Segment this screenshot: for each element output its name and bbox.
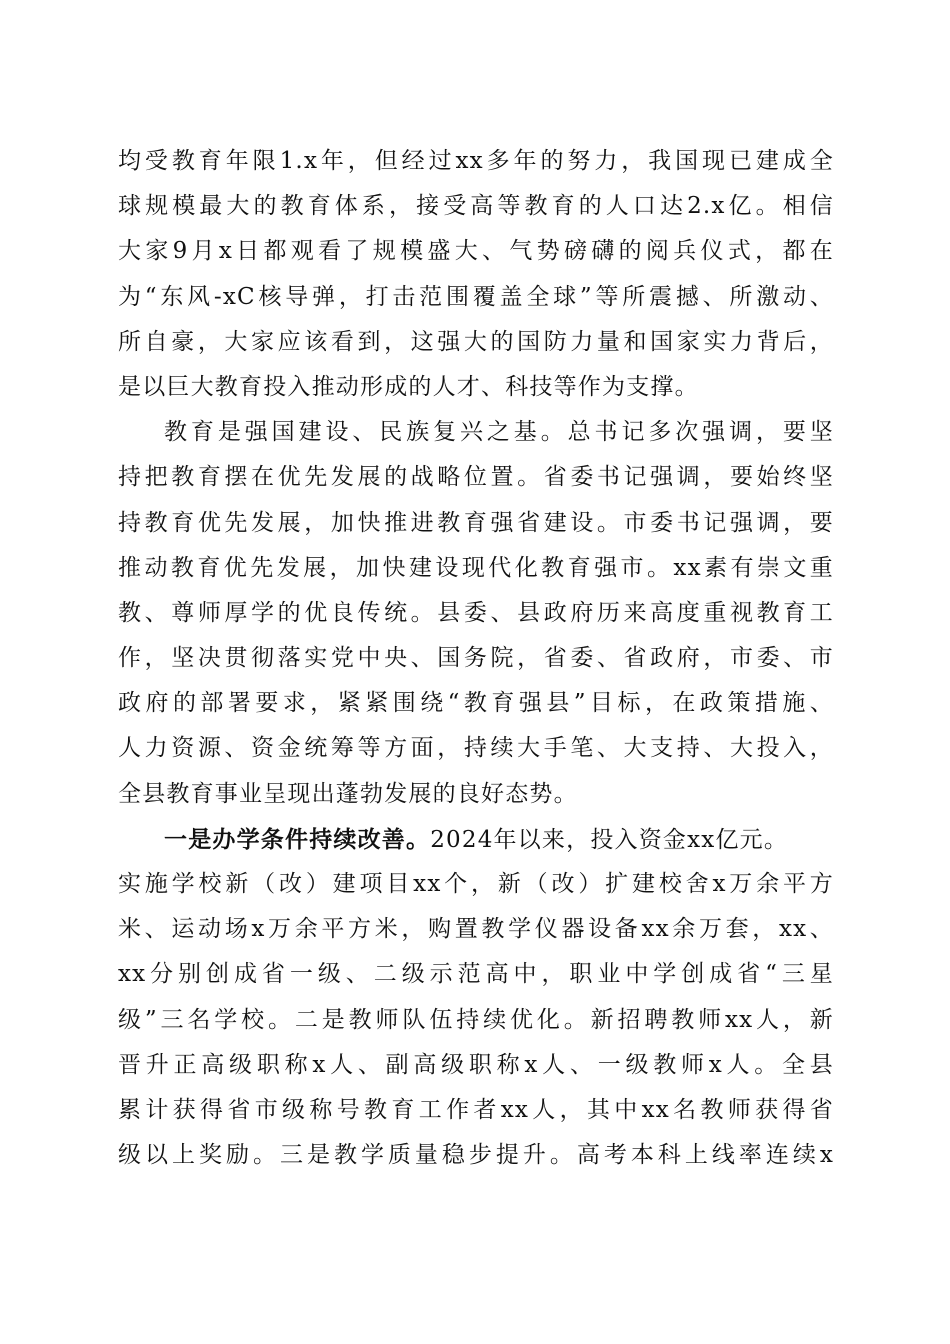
- text-run: 2024年以来，投入资金xx亿元。: [430, 826, 789, 853]
- text-line: 大家9月x日都观看了规模盛大、气势磅礴的阅兵仪式，都在: [118, 238, 834, 265]
- paragraph-1: [118, 139, 834, 410]
- text-line: [118, 817, 834, 862]
- text-line: 教、尊师厚学的优良传统。县委、县政府历来高度重视教育工: [118, 599, 834, 626]
- text-line: 人力资源、资金统筹等方面，持续大手笔、大支持、大投入，: [118, 735, 834, 762]
- text-line: 实施学校新（改）建项目xx个，新（改）扩建校舍x万余平方: [118, 871, 834, 897]
- text-line: 晋升正高级职称x人、副高级职称x人、一级教师x人。全县: [118, 1051, 834, 1078]
- text-line: 作，坚决贯彻落实党中央、国务院，省委、省政府，市委、市: [118, 645, 834, 672]
- text-line: 所自豪，大家应该看到，这强大的国防力量和国家实力背后，: [118, 328, 834, 355]
- document-body: [118, 139, 834, 1178]
- text-line: 级”三名学校。二是教师队伍持续优化。新招聘教师xx人，新: [118, 1006, 834, 1033]
- text-line: 全县教育事业呈现出蓬勃发展的良好态势。: [118, 780, 578, 807]
- text-line: 均受教育年限1.x年，但经过xx多年的努力，我国现已建成全: [118, 148, 834, 174]
- text-line: 持教育优先发展，加快推进教育强省建设。市委书记强调，要: [118, 509, 834, 536]
- bold-heading: 一是办学条件持续改善。: [164, 825, 431, 853]
- text-line: 教育是强国建设、民族复兴之基。总书记多次强调，要坚: [164, 419, 834, 446]
- paragraph-2: [118, 410, 834, 817]
- text-line: 球规模最大的教育体系，接受高等教育的人口达2.x亿。相信: [118, 193, 834, 220]
- text-line: 政府的部署要求，紧紧围绕“教育强县”目标，在政策措施、: [118, 690, 834, 717]
- text-line: 持把教育摆在优先发展的战略位置。省委书记强调，要始终坚: [118, 464, 834, 491]
- text-line: 级以上奖励。三是教学质量稳步提升。高考本科上线率连续x: [118, 1142, 834, 1169]
- text-line: xx分别创成省一级、二级示范高中，职业中学创成省“三星: [118, 961, 834, 988]
- text-line: 为“东风-xC核导弹，打击范围覆盖全球”等所震撼、所激动、: [118, 283, 834, 310]
- text-line: 累计获得省市级称号教育工作者xx人，其中xx名教师获得省: [118, 1096, 834, 1123]
- text-line: 推动教育优先发展，加快建设现代化教育强市。xx素有崇文重: [118, 554, 834, 581]
- text-line: 是以巨大教育投入推动形成的人才、科技等作为支撑。: [118, 373, 699, 400]
- text-line: 米、运动场x万余平方米，购置教学仪器设备xx余万套，xx、: [118, 916, 834, 943]
- paragraph-3: [118, 817, 834, 1179]
